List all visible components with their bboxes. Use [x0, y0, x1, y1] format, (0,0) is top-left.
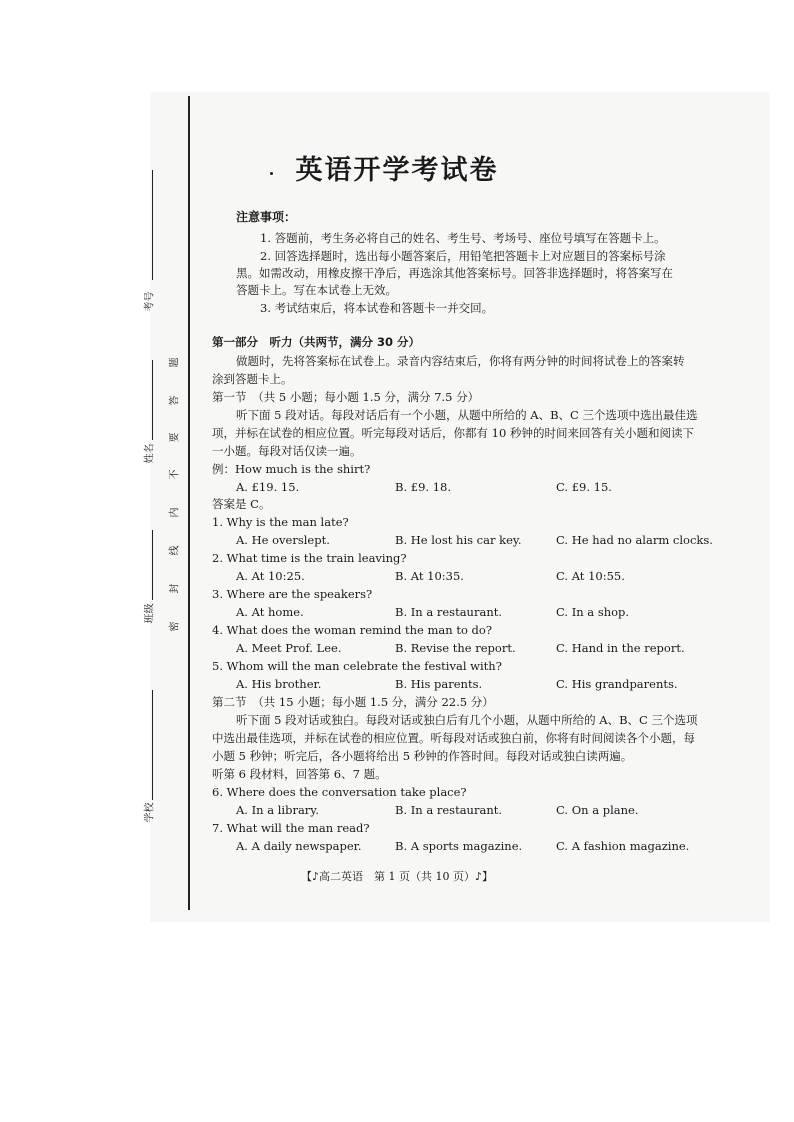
paragraph-line: 做题时，先将答案标在试卷上。录音内容结束后，你将有两分钟的时间将试卷上的答案转 [236, 354, 685, 368]
notice-heading: 注意事项： [236, 210, 297, 224]
option-a: A. At home. [236, 605, 304, 619]
question: 7. What will the man read? [212, 821, 370, 835]
school-label: 学校 [144, 802, 156, 823]
seal-char: 线 [169, 545, 181, 556]
notice-line: 3. 考试结束后，将本试卷和答题卡一并交回。 [260, 301, 494, 315]
question: 6. Where does the conversation take place? [212, 785, 467, 799]
paragraph-line: 一小题。每段对话仅读一遍。 [212, 444, 362, 458]
example-answer: 答案是 C。 [212, 497, 271, 511]
seal-char: 不 [169, 469, 181, 480]
part1-heading: 第一部分 听力（共两节，满分 30 分） [212, 335, 421, 349]
option-b: B. A sports magazine. [395, 839, 523, 853]
seal-line [188, 96, 190, 910]
exam-no-label: 考号 [144, 291, 156, 312]
option-b: B. In a restaurant. [395, 803, 503, 817]
seal-char: 密 [169, 621, 181, 632]
name-line [152, 360, 153, 440]
option-a: A. A daily newspaper. [236, 839, 362, 853]
seal-char: 封 [169, 583, 181, 594]
page-title: 英语开学考试卷 [295, 155, 499, 186]
option-c: C. In a shop. [556, 605, 630, 619]
paragraph-line: 听下面 5 段对话。每段对话后有一个小题，从题中所给的 A、B、C 三个选项中选出最佳选 [236, 408, 698, 422]
section1-heading: 第一节 （共 5 小题；每小题 1.5 分，满分 7.5 分） [212, 390, 480, 404]
school-line [152, 690, 153, 800]
question: 3. Where are the speakers? [212, 587, 373, 601]
seal-char: 答 [169, 395, 181, 406]
option-c: C. At 10:55. [556, 569, 625, 583]
option-a: A. Meet Prof. Lee. [236, 641, 342, 655]
seal-char: 题 [169, 357, 181, 368]
option-b: B. In a restaurant. [395, 605, 503, 619]
question: 4. What does the woman remind the man to do? [212, 623, 492, 637]
option-b: B. At 10:35. [395, 569, 464, 583]
question: 5. Whom will the man celebrate the festival with? [212, 659, 502, 673]
paragraph-line: 中选出最佳选项，并标在试卷的相应位置。听每段对话或独白前，你将有时间阅读各个小题，每 [212, 731, 695, 745]
option-b: B. His parents. [395, 677, 483, 691]
seal-char: 内 [169, 507, 181, 518]
section2-heading: 第二节 （共 15 小题；每小题 1.5 分，满分 22.5 分） [212, 695, 494, 709]
option-b: B. Revise the report. [395, 641, 516, 655]
class-line [152, 530, 153, 600]
option-c: C. His grandparents. [556, 677, 678, 691]
question: 2. What time is the train leaving? [212, 551, 407, 565]
notice-line: 1. 答题前，考生务必将自己的姓名、考生号、考场号、座位号填写在答题卡上。 [260, 231, 666, 245]
example-option: C. £9. 15. [556, 480, 612, 494]
option-a: A. In a library. [236, 803, 319, 817]
paragraph-line: 涂到答题卡上。 [212, 372, 293, 386]
material-line: 听第 6 段材料，回答第 6、7 题。 [212, 767, 387, 781]
notice-line: 黑。如需改动，用橡皮擦干净后，再选涂其他答案标号。回答非选择题时，将答案写在 [236, 266, 673, 280]
paragraph-line: 小题 5 秒钟；听完后，各小题将给出 5 秒钟的作答时间。每段对话或独白读两遍。 [212, 749, 633, 763]
example-option: B. £9. 18. [395, 480, 451, 494]
name-label: 姓名 [144, 443, 156, 464]
option-a: A. At 10:25. [236, 569, 305, 583]
option-a: A. His brother. [236, 677, 322, 691]
option-b: B. He lost his car key. [395, 533, 522, 547]
option-c: C. A fashion magazine. [556, 839, 690, 853]
question: 1. Why is the man late? [212, 515, 349, 529]
page-footer: 【♪高二英语 第 1 页（共 10 页）♪】 [300, 870, 494, 883]
notice-line: 2. 回答选择题时，选出每小题答案后，用铅笔把答题卡上对应题目的答案标号涂 [260, 249, 666, 263]
paragraph-line: 听下面 5 段对话或独白。每段对话或独白后有几个小题，从题中所给的 A、B、C 三个选项 [236, 713, 698, 727]
notice-line: 答题卡上。写在本试卷上无效。 [236, 283, 397, 297]
option-c: C. He had no alarm clocks. [556, 533, 713, 547]
option-a: A. He overslept. [236, 533, 330, 547]
option-c: C. Hand in the report. [556, 641, 685, 655]
example-option: A. £19. 15. [236, 480, 300, 494]
class-label: 班级 [144, 603, 156, 624]
paragraph-line: 项，并标在试卷的相应位置。听完每段对话后，你都有 10 秒钟的时间来回答有关小题和阅读下 [212, 426, 694, 440]
speck [270, 172, 273, 175]
example-question: 例：How much is the shirt? [212, 462, 371, 476]
seal-char: 要 [169, 432, 181, 443]
option-c: C. On a plane. [556, 803, 639, 817]
